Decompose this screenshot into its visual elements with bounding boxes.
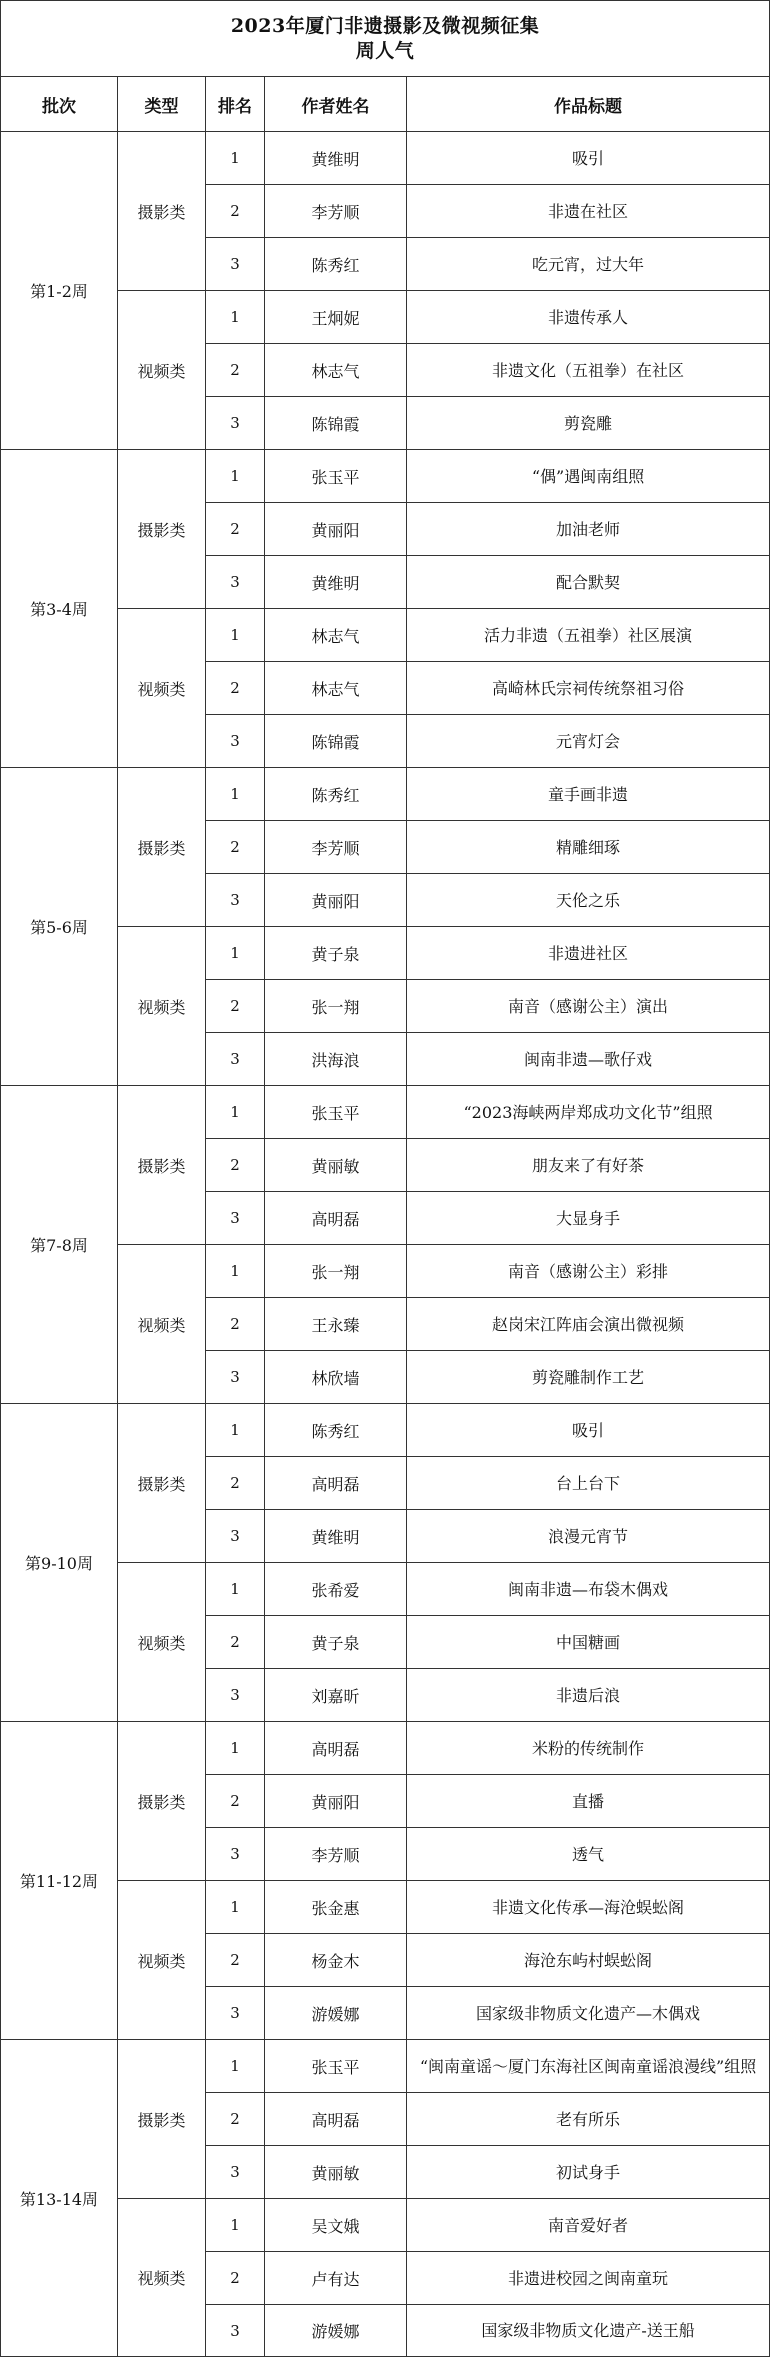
- rank-cell: 3: [206, 1987, 265, 2040]
- work-title-cell: 吸引: [407, 1404, 770, 1457]
- category-cell: 摄影类: [118, 450, 206, 609]
- author-cell: 李芳顺: [265, 821, 407, 874]
- rank-cell: 3: [206, 1192, 265, 1245]
- header-row: [1, 77, 770, 132]
- author-cell: 陈锦霞: [265, 397, 407, 450]
- work-title-cell: 加油老师: [407, 503, 770, 556]
- work-title-cell: 元宵灯会: [407, 715, 770, 768]
- work-title-cell: 闽南非遗—歌仔戏: [407, 1033, 770, 1086]
- rank-cell: 1: [206, 1881, 265, 1934]
- rank-cell: 1: [206, 132, 265, 185]
- author-cell: 林志气: [265, 662, 407, 715]
- work-title-cell: 海沧东屿村蜈蚣阁: [407, 1934, 770, 1987]
- work-title-cell: 南音（感谢公主）演出: [407, 980, 770, 1033]
- rank-cell: 3: [206, 1669, 265, 1722]
- work-title-cell: 闽南非遗—布袋木偶戏: [407, 1563, 770, 1616]
- author-cell: 吴文娥: [265, 2199, 407, 2252]
- work-title-cell: 吸引: [407, 132, 770, 185]
- work-title-cell: 国家级非物质文化遗产-送王船: [407, 2305, 770, 2357]
- work-title-cell: 剪瓷雕: [407, 397, 770, 450]
- rank-cell: 2: [206, 2093, 265, 2146]
- work-title-cell: 非遗文化（五祖拳）在社区: [407, 344, 770, 397]
- work-title-cell: 活力非遗（五祖拳）社区展演: [407, 609, 770, 662]
- work-title-cell: 非遗文化传承—海沧蜈蚣阁: [407, 1881, 770, 1934]
- category-cell: 视频类: [118, 1563, 206, 1722]
- rank-cell: 2: [206, 1616, 265, 1669]
- rank-cell: 1: [206, 768, 265, 821]
- author-cell: 高明磊: [265, 1722, 407, 1775]
- rank-cell: 1: [206, 609, 265, 662]
- rank-cell: 1: [206, 1404, 265, 1457]
- table-row: [1, 1722, 770, 1775]
- table-title: [1, 1, 770, 77]
- work-title-cell: 童手画非遗: [407, 768, 770, 821]
- table-body: [1, 132, 770, 2357]
- author-cell: 林欣墙: [265, 1351, 407, 1404]
- author-cell: 黄丽阳: [265, 1775, 407, 1828]
- rank-cell: 1: [206, 927, 265, 980]
- author-cell: 陈锦霞: [265, 715, 407, 768]
- work-title-cell: 高崎林氏宗祠传统祭祖习俗: [407, 662, 770, 715]
- work-title-cell: “2023海峡两岸郑成功文化节”组照: [407, 1086, 770, 1139]
- work-title-cell: 老有所乐: [407, 2093, 770, 2146]
- author-cell: 黄丽阳: [265, 874, 407, 927]
- work-title-cell: 台上台下: [407, 1457, 770, 1510]
- work-title-cell: 初试身手: [407, 2146, 770, 2199]
- author-cell: 张金惠: [265, 1881, 407, 1934]
- table-row: [1, 768, 770, 821]
- author-cell: 林志气: [265, 609, 407, 662]
- rank-cell: 1: [206, 291, 265, 344]
- rank-cell: 2: [206, 1934, 265, 1987]
- author-cell: 黄子泉: [265, 1616, 407, 1669]
- header-rank: 排名: [206, 77, 265, 132]
- rank-cell: 1: [206, 2199, 265, 2252]
- header-category: 类型: [118, 77, 206, 132]
- author-cell: 李芳顺: [265, 185, 407, 238]
- author-cell: 高明磊: [265, 1457, 407, 1510]
- author-cell: 陈秀红: [265, 1404, 407, 1457]
- header-title: 作品标题: [407, 77, 770, 132]
- work-title-cell: 配合默契: [407, 556, 770, 609]
- rank-cell: 1: [206, 1722, 265, 1775]
- rank-cell: 2: [206, 503, 265, 556]
- work-title-cell: 赵岗宋江阵庙会演出微视频: [407, 1298, 770, 1351]
- rank-cell: 2: [206, 821, 265, 874]
- batch-cell: 第1-2周: [1, 132, 118, 450]
- table-row: [1, 450, 770, 503]
- category-cell: 摄影类: [118, 132, 206, 291]
- table-row: [1, 1404, 770, 1457]
- category-cell: 视频类: [118, 2199, 206, 2357]
- work-title-cell: 大显身手: [407, 1192, 770, 1245]
- rank-cell: 3: [206, 874, 265, 927]
- rank-cell: 3: [206, 556, 265, 609]
- category-cell: 视频类: [118, 1881, 206, 2040]
- work-title-cell: “偶”遇闽南组照: [407, 450, 770, 503]
- work-title-cell: 非遗在社区: [407, 185, 770, 238]
- author-cell: 黄丽敏: [265, 1139, 407, 1192]
- author-cell: 李芳顺: [265, 1828, 407, 1881]
- rank-cell: 2: [206, 1457, 265, 1510]
- batch-cell: 第5-6周: [1, 768, 118, 1086]
- author-cell: 张一翔: [265, 1245, 407, 1298]
- rank-cell: 2: [206, 662, 265, 715]
- author-cell: 陈秀红: [265, 238, 407, 291]
- rank-cell: 3: [206, 397, 265, 450]
- work-title-cell: 米粉的传统制作: [407, 1722, 770, 1775]
- work-title-cell: “闽南童谣～厦门东海社区闽南童谣浪漫线”组照: [407, 2040, 770, 2093]
- work-title-cell: 天伦之乐: [407, 874, 770, 927]
- author-cell: 王炯妮: [265, 291, 407, 344]
- category-cell: 视频类: [118, 291, 206, 450]
- work-title-cell: 朋友来了有好茶: [407, 1139, 770, 1192]
- author-cell: 陈秀红: [265, 768, 407, 821]
- rank-cell: 2: [206, 1775, 265, 1828]
- category-cell: 摄影类: [118, 1086, 206, 1245]
- batch-cell: 第7-8周: [1, 1086, 118, 1404]
- author-cell: 洪海浪: [265, 1033, 407, 1086]
- author-cell: 黄维明: [265, 1510, 407, 1563]
- author-cell: 刘嘉昕: [265, 1669, 407, 1722]
- header-author: 作者姓名: [265, 77, 407, 132]
- work-title-cell: 直播: [407, 1775, 770, 1828]
- header-batch: 批次: [1, 77, 118, 132]
- author-cell: 张一翔: [265, 980, 407, 1033]
- work-title-cell: 非遗进校园之闽南童玩: [407, 2252, 770, 2305]
- work-title-cell: 浪漫元宵节: [407, 1510, 770, 1563]
- category-cell: 视频类: [118, 927, 206, 1086]
- table-row: [1, 132, 770, 185]
- batch-cell: 第11-12周: [1, 1722, 118, 2040]
- rank-cell: 1: [206, 1245, 265, 1298]
- rank-cell: 3: [206, 1828, 265, 1881]
- author-cell: 黄丽阳: [265, 503, 407, 556]
- category-cell: 视频类: [118, 1245, 206, 1404]
- author-cell: 杨金木: [265, 1934, 407, 1987]
- rank-cell: 1: [206, 2040, 265, 2093]
- author-cell: 张玉平: [265, 1086, 407, 1139]
- work-title-cell: 国家级非物质文化遗产—木偶戏: [407, 1987, 770, 2040]
- work-title-cell: 剪瓷雕制作工艺: [407, 1351, 770, 1404]
- category-cell: 摄影类: [118, 768, 206, 927]
- category-cell: 摄影类: [118, 2040, 206, 2199]
- rank-cell: 3: [206, 1351, 265, 1404]
- batch-cell: 第3-4周: [1, 450, 118, 768]
- author-cell: 游媛娜: [265, 1987, 407, 2040]
- rank-cell: 2: [206, 185, 265, 238]
- category-cell: 摄影类: [118, 1404, 206, 1563]
- work-title-cell: 非遗后浪: [407, 1669, 770, 1722]
- author-cell: 黄丽敏: [265, 2146, 407, 2199]
- category-cell: 摄影类: [118, 1722, 206, 1881]
- rank-cell: 3: [206, 1510, 265, 1563]
- author-cell: 高明磊: [265, 1192, 407, 1245]
- rank-cell: 2: [206, 1139, 265, 1192]
- rank-cell: 2: [206, 980, 265, 1033]
- work-title-cell: 精雕细琢: [407, 821, 770, 874]
- author-cell: 高明磊: [265, 2093, 407, 2146]
- author-cell: 张玉平: [265, 450, 407, 503]
- author-cell: 张玉平: [265, 2040, 407, 2093]
- rank-cell: 3: [206, 2146, 265, 2199]
- table-title-line2: 周人气: [355, 39, 415, 62]
- table-title-line1: 2023年厦门非遗摄影及微视频征集: [230, 14, 540, 37]
- work-title-cell: 吃元宵，过大年: [407, 238, 770, 291]
- author-cell: 林志气: [265, 344, 407, 397]
- work-title-cell: 中国糖画: [407, 1616, 770, 1669]
- rank-cell: 2: [206, 2252, 265, 2305]
- work-title-cell: 非遗传承人: [407, 291, 770, 344]
- batch-cell: 第13-14周: [1, 2040, 118, 2357]
- rank-cell: 2: [206, 1298, 265, 1351]
- author-cell: 黄维明: [265, 132, 407, 185]
- rank-cell: 3: [206, 2305, 265, 2357]
- batch-cell: 第9-10周: [1, 1404, 118, 1722]
- rank-cell: 3: [206, 715, 265, 768]
- table-row: [1, 1086, 770, 1139]
- work-title-cell: 南音爱好者: [407, 2199, 770, 2252]
- author-cell: 游媛娜: [265, 2305, 407, 2357]
- author-cell: 卢有达: [265, 2252, 407, 2305]
- work-title-cell: 非遗进社区: [407, 927, 770, 980]
- table-row: [1, 2040, 770, 2093]
- category-cell: 视频类: [118, 609, 206, 768]
- author-cell: 张希爱: [265, 1563, 407, 1616]
- rank-cell: 3: [206, 1033, 265, 1086]
- work-title-cell: 透气: [407, 1828, 770, 1881]
- author-cell: 黄维明: [265, 556, 407, 609]
- author-cell: 王永臻: [265, 1298, 407, 1351]
- rank-cell: 3: [206, 238, 265, 291]
- rank-cell: 2: [206, 344, 265, 397]
- author-cell: 黄子泉: [265, 927, 407, 980]
- rank-cell: 1: [206, 450, 265, 503]
- rank-cell: 1: [206, 1086, 265, 1139]
- work-title-cell: 南音（感谢公主）彩排: [407, 1245, 770, 1298]
- rank-cell: 1: [206, 1563, 265, 1616]
